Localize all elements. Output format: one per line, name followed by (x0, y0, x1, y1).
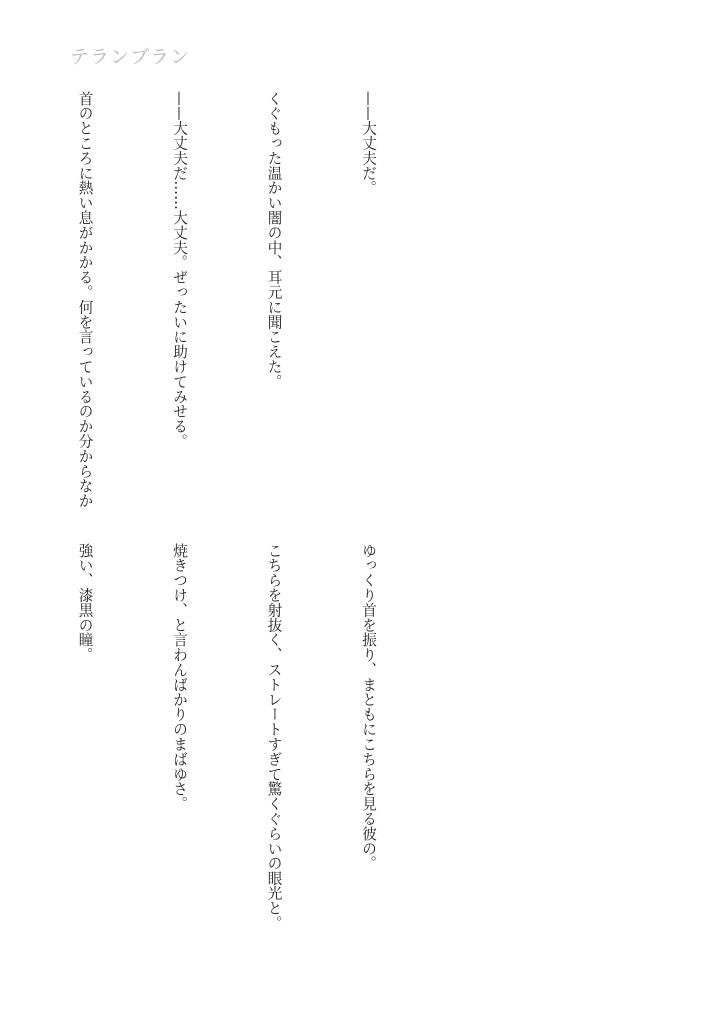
text-line (0, 91, 6, 511)
text-line: ——大丈夫だ。 (360, 91, 377, 196)
text-line: こちらを射抜く、ストレートすぎて驚くぐらいの眼光と。 (265, 543, 283, 931)
text-line: ——大丈夫だ……大丈夫。ぜったいに助けてみせる。 (171, 91, 188, 449)
text-line: 首のところに熱い息がかかる。何を言っているのか分からなか (76, 91, 94, 509)
running-header: テランブラン (70, 46, 191, 68)
text-line: 強い、漆黒の瞳。 (76, 543, 94, 663)
text-line: くぐもった温かい闇の中、耳元に聞こえた。 (265, 91, 283, 389)
text-line: ゆっくり首を振り、まともにこちらを見る彼の。 (360, 543, 377, 871)
text-line: 焼きつけ、と言わんばかりのまばゆさ。 (171, 543, 188, 812)
lower-text-block (0, 543, 447, 963)
upper-text-block (0, 91, 447, 511)
text-line (0, 543, 6, 963)
